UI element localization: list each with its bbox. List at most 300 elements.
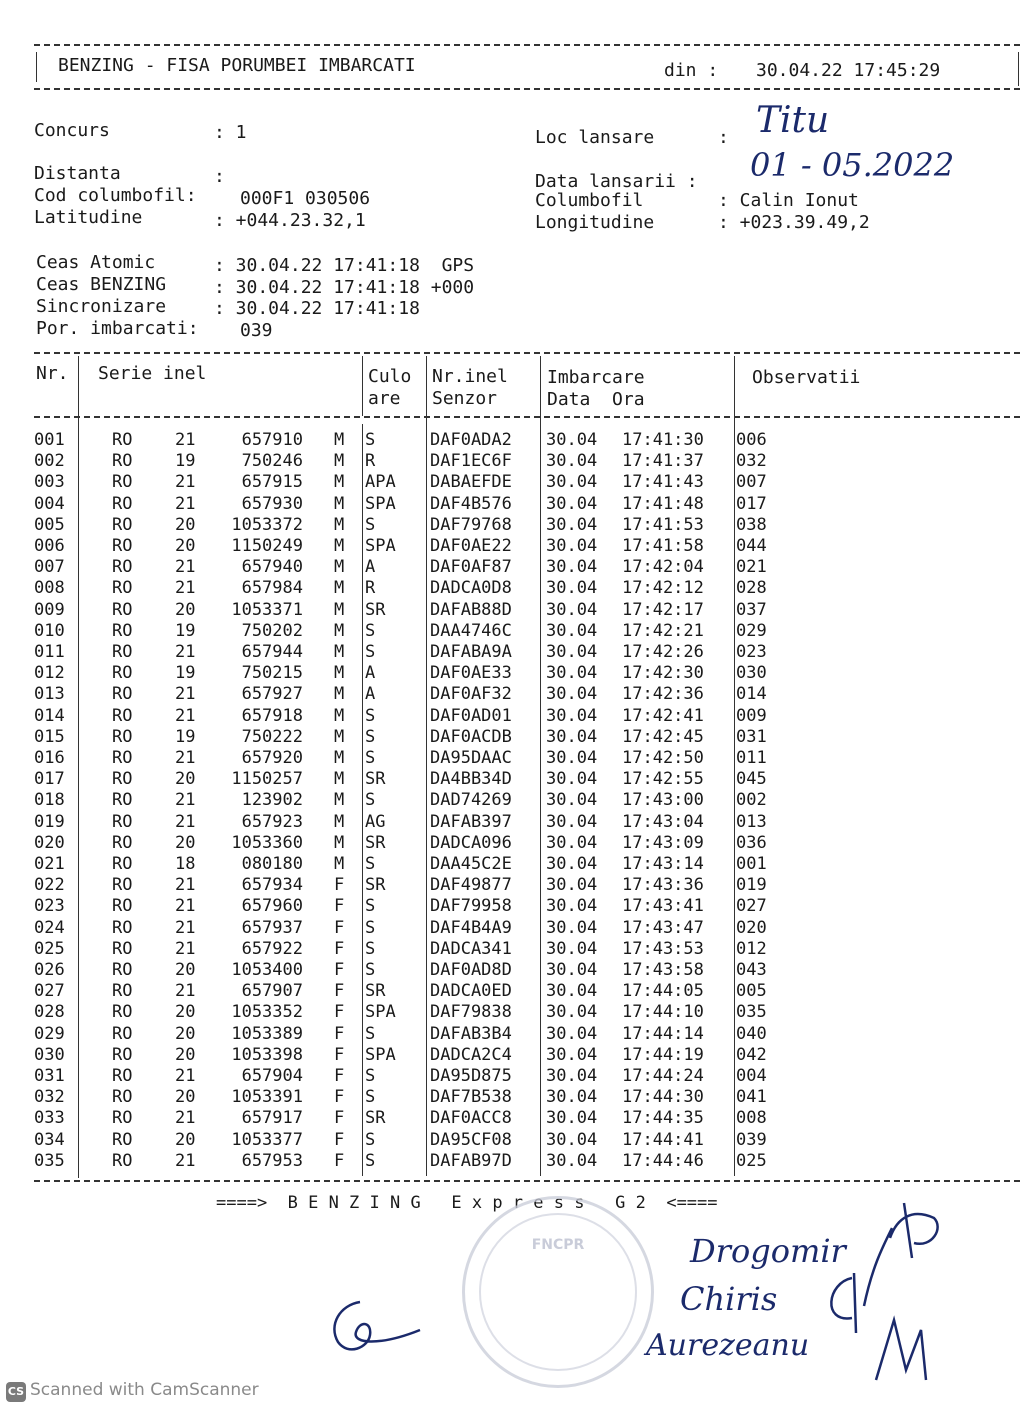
cell-row-number: 031: [34, 1066, 65, 1086]
por-imbarcati-label: Por. imbarcati:: [36, 318, 199, 339]
cell-ring-year: 20: [175, 1129, 196, 1150]
cell-ring-number: 1053400: [231, 960, 303, 980]
cell-color: S: [365, 642, 376, 662]
cell-country-code: RO: [112, 430, 133, 450]
cell-country-code: RO: [112, 663, 133, 684]
cell-sensor-ring-id: DAD74269: [430, 790, 512, 811]
cell-row-number: 009: [34, 599, 65, 620]
cell-observation: 031: [736, 726, 767, 747]
cell-board-time: 17:43:47: [622, 917, 704, 938]
cell-sensor-ring-id: DA95DAAC: [430, 748, 512, 768]
cell-ring-year: 21: [175, 917, 196, 938]
cell-color: SR: [365, 875, 386, 896]
cell-country-code: RO: [112, 832, 133, 853]
data-lansarii-handwritten: 01 - 05.2022: [750, 146, 955, 184]
table-row: [34, 1151, 1024, 1172]
cell-row-number: 019: [34, 811, 65, 832]
col-header-serie: Serie inel: [98, 363, 207, 384]
cell-observation: 043: [736, 960, 767, 980]
cell-board-date: 30.04: [546, 938, 598, 959]
print-date-label: din :: [664, 60, 719, 81]
cell-color: S: [365, 726, 376, 747]
cell-ring-year: 20: [175, 514, 196, 535]
cell-ring-year: 21: [175, 430, 196, 450]
cell-board-date: 30.04: [546, 1044, 598, 1065]
cell-sensor-ring-id: DAF0ADA2: [430, 430, 512, 450]
cell-sensor-ring-id: DADCA341: [430, 938, 512, 959]
cell-color: AG: [365, 811, 386, 832]
cell-board-time: 17:41:53: [622, 514, 704, 535]
cell-sex: M: [334, 642, 345, 662]
cell-color: SR: [365, 599, 386, 620]
cell-sex: M: [334, 748, 345, 768]
cell-ring-year: 21: [175, 938, 196, 959]
cell-ring-number: 123902: [241, 790, 303, 811]
cell-ring-number: 750222: [241, 726, 303, 747]
cell-country-code: RO: [112, 875, 133, 896]
table-row: [34, 663, 1024, 684]
cell-sex: M: [334, 854, 345, 874]
cell-country-code: RO: [112, 1108, 133, 1129]
cell-sex: M: [334, 578, 345, 599]
cell-sex: F: [334, 1150, 345, 1171]
concurs-label: Concurs: [34, 120, 110, 141]
cell-row-number: 026: [34, 960, 65, 980]
cell-country-code: RO: [112, 599, 133, 620]
cell-color: A: [365, 684, 376, 705]
cell-row-number: 003: [34, 472, 65, 493]
cell-ring-number: 657907: [241, 981, 303, 1002]
ceas-benzing-label: Ceas BENZING: [36, 274, 167, 295]
table-row: [34, 875, 1024, 896]
cell-sensor-ring-id: DADCA096: [430, 832, 512, 853]
cell-ring-number: 657984: [241, 578, 303, 599]
cell-ring-number: 657960: [241, 896, 303, 917]
cell-board-time: 17:43:04: [622, 811, 704, 832]
cell-color: S: [365, 514, 376, 535]
cell-color: S: [365, 960, 376, 980]
cell-row-number: 004: [34, 493, 65, 514]
table-top-rule: [34, 352, 1020, 354]
cell-board-date: 30.04: [546, 1066, 598, 1086]
cell-row-number: 007: [34, 557, 65, 578]
cell-ring-number: 1053377: [231, 1129, 303, 1150]
cell-ring-year: 19: [175, 451, 196, 472]
cell-ring-year: 21: [175, 493, 196, 514]
cell-sex: F: [334, 1044, 345, 1065]
cell-sensor-ring-id: DAF0AF87: [430, 557, 512, 578]
cell-row-number: 035: [34, 1150, 65, 1171]
cell-ring-number: 750215: [241, 663, 303, 684]
cell-board-date: 30.04: [546, 1150, 598, 1171]
cell-ring-year: 21: [175, 578, 196, 599]
table-row: [34, 790, 1024, 811]
cell-ring-number: 657918: [241, 705, 303, 726]
cell-ring-year: 20: [175, 832, 196, 853]
table-row: [34, 472, 1024, 493]
cell-color: A: [365, 557, 376, 578]
cell-board-time: 17:44:14: [622, 1023, 704, 1044]
cell-sex: M: [334, 430, 345, 450]
print-date-value: 30.04.22 17:45:29: [756, 60, 941, 81]
cell-color: S: [365, 1087, 376, 1108]
table-row: [34, 621, 1024, 642]
cell-sex: F: [334, 960, 345, 980]
cell-board-time: 17:44:30: [622, 1087, 704, 1108]
cell-sex: M: [334, 832, 345, 853]
cell-observation: 042: [736, 1044, 767, 1065]
cell-sensor-ring-id: DAFAB97D: [430, 1150, 512, 1171]
table-header-rule: [34, 416, 1020, 418]
cell-ring-number: 1150249: [231, 536, 303, 556]
cell-country-code: RO: [112, 705, 133, 726]
cell-row-number: 008: [34, 578, 65, 599]
cell-observation: 044: [736, 536, 767, 556]
table-row: [34, 1087, 1024, 1108]
cell-board-date: 30.04: [546, 917, 598, 938]
cell-sex: F: [334, 981, 345, 1002]
signature-name-chiris: Chiris: [680, 1280, 778, 1318]
cell-row-number: 029: [34, 1023, 65, 1044]
cell-color: S: [365, 705, 376, 726]
cell-sensor-ring-id: DAFABA9A: [430, 642, 512, 662]
cell-ring-year: 18: [175, 854, 196, 874]
cell-color: APA: [365, 472, 396, 493]
cell-color: A: [365, 663, 376, 684]
cell-sex: M: [334, 514, 345, 535]
cell-observation: 017: [736, 493, 767, 514]
table-row: [34, 939, 1024, 960]
cell-sensor-ring-id: DAF4B576: [430, 493, 512, 514]
cell-color: SPA: [365, 493, 396, 514]
cell-ring-year: 21: [175, 790, 196, 811]
cell-observation: 037: [736, 599, 767, 620]
cell-observation: 002: [736, 790, 767, 811]
cell-ring-year: 21: [175, 981, 196, 1002]
table-row: [34, 896, 1024, 917]
cell-ring-year: 21: [175, 1066, 196, 1086]
cell-ring-number: 657923: [241, 811, 303, 832]
cell-ring-year: 21: [175, 684, 196, 705]
cell-board-time: 17:43:58: [622, 960, 704, 980]
cell-observation: 029: [736, 620, 767, 641]
cell-board-date: 30.04: [546, 811, 598, 832]
cell-board-date: 30.04: [546, 875, 598, 896]
cell-observation: 035: [736, 1002, 767, 1023]
cell-sex: M: [334, 451, 345, 472]
cell-color: S: [365, 790, 376, 811]
cell-row-number: 002: [34, 451, 65, 472]
cell-ring-year: 20: [175, 1002, 196, 1023]
cell-country-code: RO: [112, 811, 133, 832]
cod-columbofil-label: Cod columbofil:: [34, 185, 197, 206]
cell-board-date: 30.04: [546, 1129, 598, 1150]
cell-sex: F: [334, 938, 345, 959]
cell-board-date: 30.04: [546, 578, 598, 599]
cell-observation: 012: [736, 938, 767, 959]
cell-sex: M: [334, 663, 345, 684]
cell-observation: 021: [736, 557, 767, 578]
document-title: BENZING - FISA PORUMBEI IMBARCATI: [58, 55, 416, 76]
cell-ring-year: 21: [175, 705, 196, 726]
cell-ring-number: 1053372: [231, 514, 303, 535]
cell-ring-number: 1053360: [231, 832, 303, 853]
cell-sensor-ring-id: DAF49877: [430, 875, 512, 896]
cell-country-code: RO: [112, 981, 133, 1002]
cell-observation: 019: [736, 875, 767, 896]
cell-ring-number: 657922: [241, 938, 303, 959]
header-left-border: [36, 52, 37, 82]
cell-sensor-ring-id: DAF0AF32: [430, 684, 512, 705]
cell-sex: M: [334, 536, 345, 556]
cell-color: R: [365, 451, 376, 472]
cell-ring-year: 21: [175, 811, 196, 832]
cell-color: S: [365, 620, 376, 641]
cell-observation: 009: [736, 705, 767, 726]
cell-board-date: 30.04: [546, 599, 598, 620]
signature-name-drogomir: Drogomir: [690, 1232, 846, 1270]
cell-sensor-ring-id: DADCA0D8: [430, 578, 512, 599]
table-row: [34, 1002, 1024, 1023]
cell-row-number: 005: [34, 514, 65, 535]
table-row: [34, 684, 1024, 705]
cell-sensor-ring-id: DAF0AD8D: [430, 960, 512, 980]
cell-color: S: [365, 1150, 376, 1171]
camscanner-watermark: Scanned with CamScanner: [30, 1380, 259, 1400]
cell-ring-number: 1053371: [231, 599, 303, 620]
cell-ring-number: 657930: [241, 493, 303, 514]
cell-country-code: RO: [112, 451, 133, 472]
cell-board-time: 17:41:43: [622, 472, 704, 493]
cell-sensor-ring-id: DAA45C2E: [430, 854, 512, 874]
cell-ring-number: 657910: [241, 430, 303, 450]
cell-country-code: RO: [112, 790, 133, 811]
cell-board-time: 17:42:45: [622, 726, 704, 747]
data-lansarii-label: Data lansarii :: [535, 171, 698, 192]
cell-sensor-ring-id: DA95CF08: [430, 1129, 512, 1150]
col-header-nrinel-1: Nr.inel: [432, 366, 508, 387]
cell-ring-number: 1053391: [231, 1087, 303, 1108]
cell-ring-number: 657944: [241, 642, 303, 662]
longitudine-value: : +023.39.49,2: [718, 212, 870, 233]
cell-color: S: [365, 896, 376, 917]
cell-row-number: 001: [34, 430, 65, 450]
cell-observation: 038: [736, 514, 767, 535]
signature-mark-bottom: [866, 1310, 946, 1390]
cell-sex: M: [334, 684, 345, 705]
col-sep-serie: [362, 356, 363, 416]
distanta-value: :: [214, 166, 225, 187]
cell-sex: M: [334, 705, 345, 726]
cell-row-number: 011: [34, 642, 65, 662]
cell-row-number: 006: [34, 536, 65, 556]
cell-ring-year: 21: [175, 896, 196, 917]
table-row: [34, 578, 1024, 599]
cell-sensor-ring-id: DA95D875: [430, 1066, 512, 1086]
col-header-culoare-2: are: [368, 388, 401, 409]
cell-board-date: 30.04: [546, 430, 598, 450]
cod-columbofil-value: 000F1 030506: [240, 188, 371, 209]
benzing-express-footer: ====> B E N Z I N G E x p r e s s G 2 <====: [216, 1193, 718, 1213]
cell-row-number: 034: [34, 1129, 65, 1150]
cell-sex: F: [334, 1108, 345, 1129]
cell-color: S: [365, 748, 376, 768]
cell-row-number: 027: [34, 981, 65, 1002]
latitudine-label: Latitudine: [34, 207, 143, 228]
table-row: [34, 918, 1024, 939]
cell-ring-year: 19: [175, 620, 196, 641]
cell-sex: F: [334, 875, 345, 896]
cell-ring-number: 080180: [241, 854, 303, 874]
cell-board-time: 17:42:41: [622, 705, 704, 726]
cell-ring-year: 21: [175, 557, 196, 578]
cell-ring-number: 1150257: [231, 769, 303, 790]
cell-board-date: 30.04: [546, 896, 598, 917]
cell-sex: M: [334, 726, 345, 747]
loc-lansare-sep: :: [718, 127, 729, 148]
cell-ring-number: 657917: [241, 1108, 303, 1129]
cell-observation: 020: [736, 917, 767, 938]
table-row: [34, 1045, 1024, 1066]
cell-sex: F: [334, 1002, 345, 1023]
loc-lansare-label: Loc lansare: [535, 127, 655, 148]
cell-ring-year: 20: [175, 1087, 196, 1108]
cell-board-date: 30.04: [546, 1087, 598, 1108]
cell-sensor-ring-id: DAF79838: [430, 1002, 512, 1023]
cell-row-number: 033: [34, 1108, 65, 1129]
table-row: [34, 1108, 1024, 1129]
table-row: [34, 557, 1024, 578]
cell-ring-number: 1053352: [231, 1002, 303, 1023]
cell-sensor-ring-id: DAF0AE22: [430, 536, 512, 556]
table-row: [34, 1024, 1024, 1045]
cell-observation: 032: [736, 451, 767, 472]
official-stamp: [462, 1196, 654, 1388]
cell-ring-year: 19: [175, 663, 196, 684]
cell-row-number: 021: [34, 854, 65, 874]
cell-country-code: RO: [112, 1066, 133, 1086]
cell-board-date: 30.04: [546, 769, 598, 790]
cell-country-code: RO: [112, 896, 133, 917]
cell-observation: 040: [736, 1023, 767, 1044]
cell-board-time: 17:43:36: [622, 875, 704, 896]
table-row: [34, 706, 1024, 727]
cell-sensor-ring-id: DA4BB34D: [430, 769, 512, 790]
cell-sex: F: [334, 896, 345, 917]
stamp-text: FNCPR: [531, 1237, 585, 1253]
cell-ring-year: 20: [175, 1044, 196, 1065]
cell-observation: 007: [736, 472, 767, 493]
cell-sensor-ring-id: DAFAB3B4: [430, 1023, 512, 1044]
ceas-atomic-value: : 30.04.22 17:41:18 GPS: [214, 255, 475, 276]
cell-sensor-ring-id: DADCA0ED: [430, 981, 512, 1002]
cell-color: S: [365, 854, 376, 874]
cell-board-time: 17:42:36: [622, 684, 704, 705]
cell-sex: F: [334, 1129, 345, 1150]
cell-board-time: 17:41:58: [622, 536, 704, 556]
cell-country-code: RO: [112, 769, 133, 790]
cell-row-number: 025: [34, 938, 65, 959]
columbofil-label: Columbofil: [535, 190, 644, 211]
cell-observation: 014: [736, 684, 767, 705]
cell-ring-number: 657904: [241, 1066, 303, 1086]
cell-ring-year: 20: [175, 769, 196, 790]
cell-board-time: 17:42:21: [622, 620, 704, 641]
table-row: [34, 451, 1024, 472]
cell-board-date: 30.04: [546, 1108, 598, 1129]
cell-sex: F: [334, 1087, 345, 1108]
table-row: [34, 642, 1024, 663]
cell-ring-year: 21: [175, 472, 196, 493]
cell-board-time: 17:44:10: [622, 1002, 704, 1023]
cell-board-time: 17:44:05: [622, 981, 704, 1002]
cell-board-time: 17:42:55: [622, 769, 704, 790]
cell-observation: 013: [736, 811, 767, 832]
cell-ring-number: 657920: [241, 748, 303, 768]
cell-color: SR: [365, 832, 386, 853]
cell-ring-year: 21: [175, 748, 196, 768]
cell-board-time: 17:42:04: [622, 557, 704, 578]
cell-board-date: 30.04: [546, 451, 598, 472]
cell-sensor-ring-id: DAF79768: [430, 514, 512, 535]
cell-board-time: 17:43:00: [622, 790, 704, 811]
cell-country-code: RO: [112, 642, 133, 662]
cell-ring-year: 21: [175, 875, 196, 896]
cell-color: SPA: [365, 1044, 396, 1065]
cell-country-code: RO: [112, 557, 133, 578]
cell-ring-number: 657927: [241, 684, 303, 705]
cell-sex: M: [334, 769, 345, 790]
cell-board-time: 17:44:46: [622, 1150, 704, 1171]
cell-country-code: RO: [112, 536, 133, 556]
cell-ring-year: 21: [175, 1108, 196, 1129]
cell-country-code: RO: [112, 960, 133, 980]
cell-board-time: 17:44:24: [622, 1066, 704, 1086]
cell-observation: 025: [736, 1150, 767, 1171]
col-header-imbarcare-2: Data Ora: [547, 389, 645, 410]
cell-country-code: RO: [112, 1150, 133, 1171]
cell-color: R: [365, 578, 376, 599]
cell-board-date: 30.04: [546, 684, 598, 705]
cell-ring-year: 21: [175, 642, 196, 662]
cell-sex: F: [334, 917, 345, 938]
cell-sex: M: [334, 493, 345, 514]
cell-color: S: [365, 917, 376, 938]
table-row: [34, 812, 1024, 833]
header-bottom-rule: [34, 88, 1020, 90]
cell-row-number: 022: [34, 875, 65, 896]
cell-ring-year: 20: [175, 536, 196, 556]
cell-ring-year: 19: [175, 726, 196, 747]
header-top-rule: [34, 44, 1020, 46]
cell-country-code: RO: [112, 938, 133, 959]
cell-color: SR: [365, 769, 386, 790]
cell-board-time: 17:41:30: [622, 430, 704, 450]
cell-board-date: 30.04: [546, 536, 598, 556]
cell-board-time: 17:44:19: [622, 1044, 704, 1065]
cell-country-code: RO: [112, 1023, 133, 1044]
cell-observation: 008: [736, 1108, 767, 1129]
cell-country-code: RO: [112, 578, 133, 599]
table-row: [34, 1066, 1024, 1087]
cell-sensor-ring-id: DAF4B4A9: [430, 917, 512, 938]
cell-country-code: RO: [112, 1087, 133, 1108]
cell-color: S: [365, 430, 376, 450]
cell-country-code: RO: [112, 684, 133, 705]
cell-ring-number: 750202: [241, 620, 303, 641]
cell-ring-year: 20: [175, 1023, 196, 1044]
cell-board-date: 30.04: [546, 472, 598, 493]
